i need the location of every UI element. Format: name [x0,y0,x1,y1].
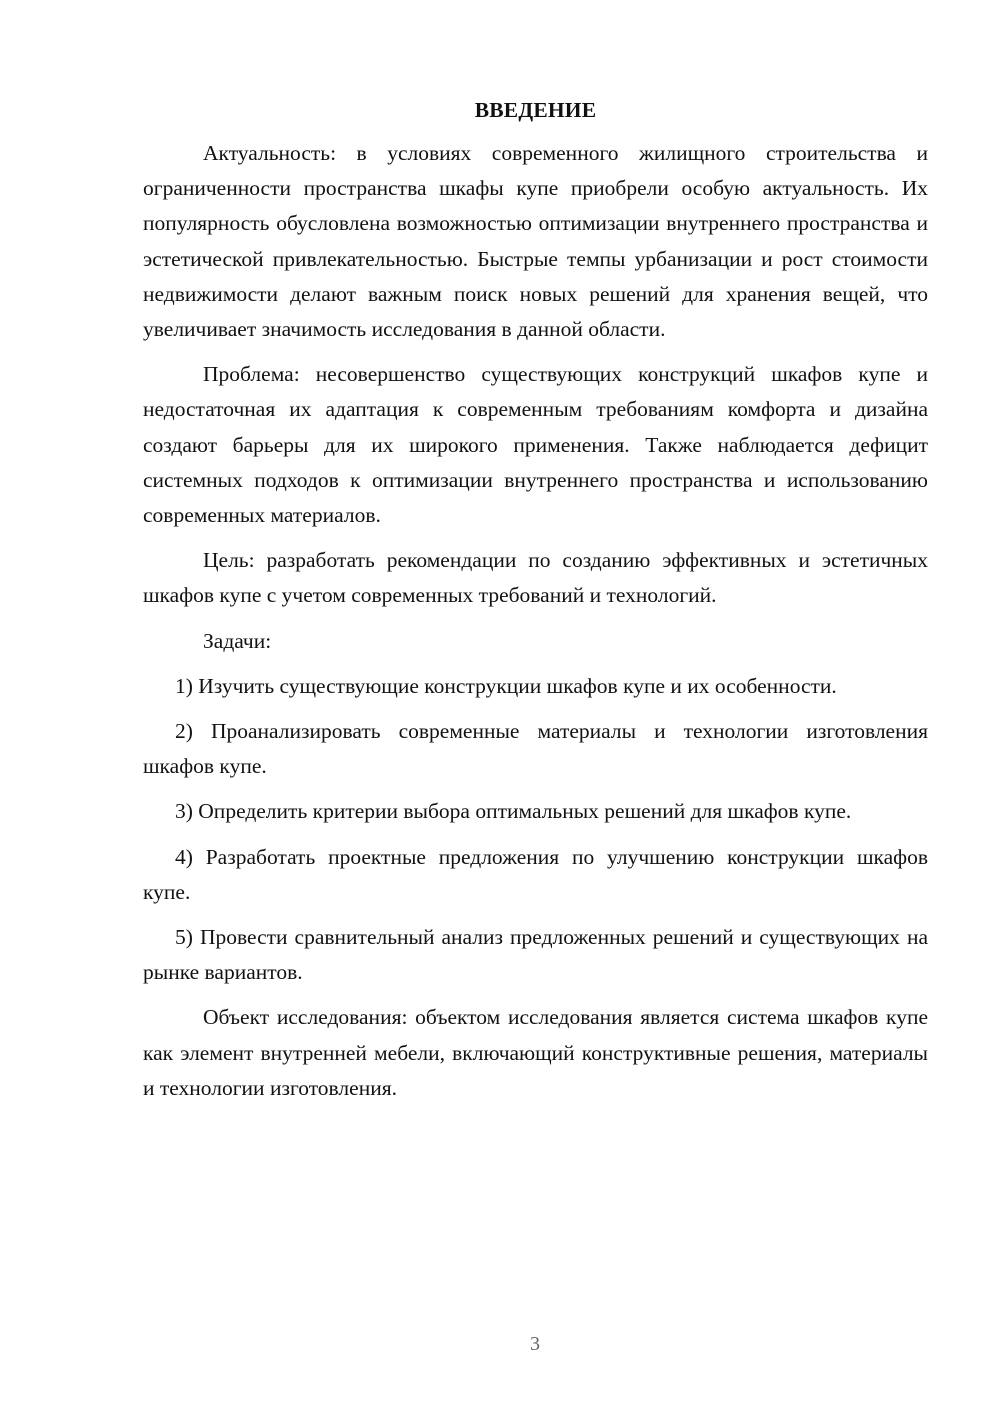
task-item: 3) Определить критерии выбора оптимальных решений для шкафов купе. [175,799,852,824]
task-item: 4) Разработать проектные предложения по улучшению конструкции шкафов купе. [143,844,928,904]
task-item: 5) Провести сравнительный анализ предложенных решений и существующих на рынке вариантов. [143,925,928,985]
object-paragraph: Объект исследования: объектом исследования является система шкафов купе как элемент внутренней мебели, включающий конструктивные решения, материалы и технологии изготовления. [143,1005,928,1100]
page-number: 3 [530,1333,540,1355]
document-page [143,95,928,1116]
problem-paragraph: Проблема: несовершенство существующих конструкций шкафов купе и недостаточная их адаптация к современным требованиям комфорта и дизайна создают барьеры для их широкого применения. Также наблюдается дефицит системных подходов к оптимизации внутреннего пространства и использованию современных материалов. [143,362,928,528]
tasks-label: Задачи: [203,628,272,653]
goal-paragraph: Цель: разработать рекомендации по созданию эффективных и эстетичных шкафов купе с учетом современных требований и технологий. [143,548,928,608]
section-title: ВВЕДЕНИЕ [474,98,597,122]
task-item: 1) Изучить существующие конструкции шкафов купе и их особенности. [175,673,837,698]
task-item: 2) Проанализировать современные материалы и технологии изготовления шкафов купе. [143,719,928,779]
relevance-paragraph: Актуальность: в условиях современного жилищного строительства и ограниченности пространства шкафы купе приобрели особую актуальность. Их популярность обусловлена возможностью оптимизации внутреннего пространства и эстетической привлекательностью. Быстрые темпы урбанизации и рост стоимости недвижимости делают важным поиск новых решений для хранения вещей, что увеличивает значимость исследования в данной области. [143,141,928,342]
